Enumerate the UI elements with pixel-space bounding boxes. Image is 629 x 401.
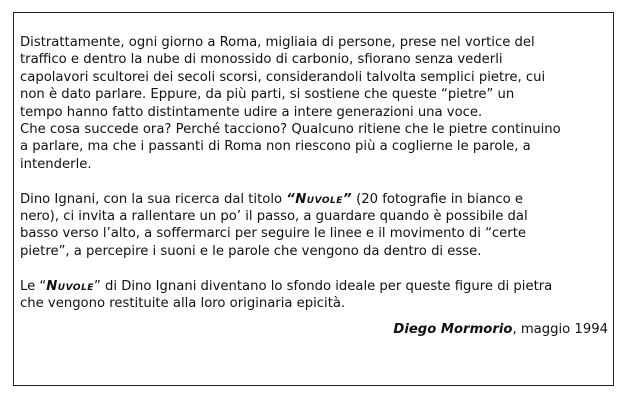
paragraph-2-line: pietre”, a percepire i suoni e le parole che vengono da dentro di esse. xyxy=(20,243,482,259)
paragraph-1-line: capolavori scultorei dei secoli scorsi, considerandoli talvolta semplici pietre, cui xyxy=(20,69,546,85)
paragraph-2-line: basso verso l’alto, a soffermarci per seguire le linee e il movimento di “certe xyxy=(20,226,526,242)
paragraph-3 xyxy=(20,278,608,313)
paragraph-gap xyxy=(20,173,608,190)
signature xyxy=(20,321,608,338)
paragraph-2 xyxy=(20,191,608,261)
paragraph-3-line xyxy=(20,278,608,295)
paragraph-1-line: Che cosa succede ora? Perché tacciono? Qualcuno ritiene che le pietre continuino xyxy=(20,122,561,138)
signature-date: , maggio 1994 xyxy=(512,322,608,338)
text-content xyxy=(20,34,608,339)
paragraph-3-text: ” di Dino Ignani diventano lo sfondo ideale per queste figure di pietra xyxy=(93,278,553,294)
paragraph-1-line: non è dato parlare. Eppure, da più parti, si sostiene che queste “pietre” un xyxy=(20,87,515,103)
paragraph-gap xyxy=(20,260,608,277)
paragraph-1-line: intenderle. xyxy=(20,156,92,172)
paragraph-2-text: Dino Ignani, con la sua ricerca dal titolo xyxy=(20,191,287,207)
paragraph-2-line xyxy=(20,191,608,208)
paragraph-1-line: traffico e dentro la nube di monossido di carbonio, sfiorano senza vederli xyxy=(20,52,503,68)
text-box-frame xyxy=(13,12,614,386)
signature-author: Diego Mormorio xyxy=(393,322,513,338)
paragraph-3-text: Le “ xyxy=(20,278,47,294)
paragraph-2-text: (20 fotografie in bianco e xyxy=(351,191,524,207)
paragraph-3-line: che vengono restituite alla loro originaria epicità. xyxy=(20,296,346,312)
paragraph-1-line: Distrattamente, ogni giorno a Roma, migliaia di persone, prese nel vortice del xyxy=(20,35,535,50)
project-title: “Nuvole” xyxy=(286,191,352,207)
paragraph-1-line: tempo hanno fatto distintamente udire a intere generazioni una voce. xyxy=(20,104,483,120)
paragraph-1 xyxy=(20,34,608,173)
paragraph-1-line: a parlare, ma che i passanti di Roma non riescono più a coglierne le parole, a xyxy=(20,139,531,155)
project-title: Nuvole xyxy=(46,278,94,294)
paragraph-2-line: nero), ci invita a rallentare un po’ il passo, a guardare quando è possibile dal xyxy=(20,209,528,225)
